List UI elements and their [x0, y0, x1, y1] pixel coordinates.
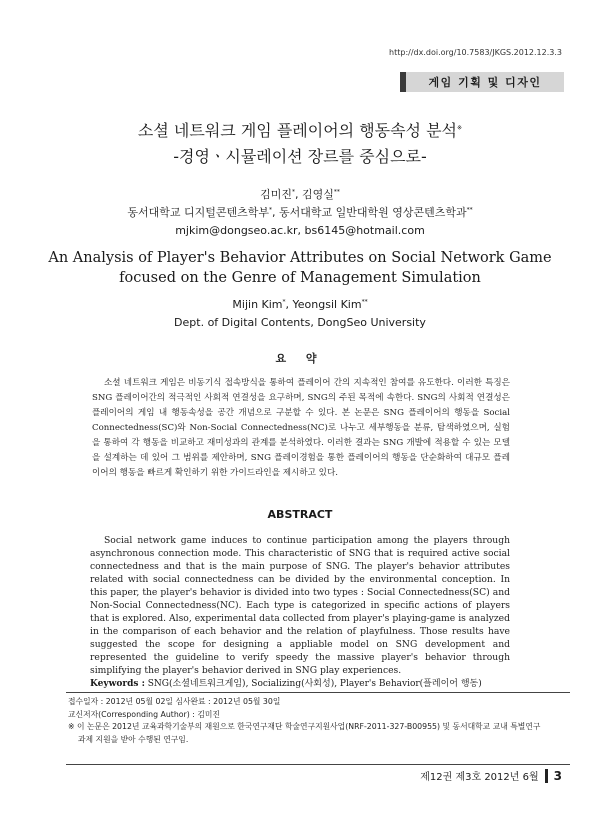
page-number: 3: [553, 768, 562, 783]
funding-note-cont: 과제 지원을 받아 수행된 연구임.: [78, 734, 189, 744]
english-affiliation: Dept. of Digital Contents, DongSeo University: [174, 316, 426, 329]
affiliation-1-mark: *: [269, 206, 272, 214]
summary-text: 소셜 네트워크 게임은 비동기식 접속방식을 통하여 플레이어 간의 지속적인 참여를 유도한다. 이러한 특징은 SNG 플레이어간의 적극적인 사회적 연결성을 요구하며, SNG의 주된 목적에 속한다. SNG의 사회적 연결성은 플레이어의 게임 내 행동속성을 공간 개념으로 구분할 수 있다. 본 논문은 SNG 플레이어의 행동을 Social Connectedness(SC)와 Non-Social Connectedness(NC)로 나누고 세부행동을 분류, 탐색하였으며, 실험을 통하여 각 행동을 비교하고 재미성과의 관계를 분석하였다. 이러한 결과는 SNG 개발에 적용할 수 있는 모델을 설계하는 데 있어 그 범위를 제안하며, SNG 플레이경험을 통한 플레이어의 행동을 단순화하여 대규모 플레이어의 행동을 빠르게 확인하기 위한 가이드라인을 제시하고 있다.: [92, 378, 510, 478]
english-author-1: Mijin Kim: [232, 298, 283, 311]
korean-affiliation-1: 동서대학교 디지털콘텐츠학부: [127, 206, 269, 219]
author-separator: ,: [295, 188, 302, 201]
keywords-label: Keywords :: [90, 679, 145, 689]
korean-affiliation-2: 동서대학교 일반대학원 영상콘텐츠학과: [279, 206, 467, 219]
author-2-mark: **: [333, 188, 340, 196]
korean-author-2: 김영실: [302, 188, 334, 201]
keywords-line: [90, 676, 482, 689]
issue-info: 제12권 제3호 2012년 6월: [420, 772, 539, 783]
funding-note: ※ 이 논문은 2012년 교육과학기술부의 재원으로 한국연구재단 학술연구지원사업(NRF-2011-327-B00955) 및 동서대학교 교내 특별연구: [68, 722, 541, 731]
english-title-line2: focused on the Genre of Management Simulation: [119, 270, 481, 286]
korean-subtitle: -경영ㆍ시뮬레이션 장르를 중심으로-: [173, 147, 427, 166]
footer-bar: [545, 769, 548, 783]
footer-divider: [66, 764, 570, 765]
keywords-values: SNG(소셜네트워크게임), Socializing(사회성), Player's Behavior(플레이어 행동): [147, 679, 482, 689]
en-author-1-mark: *: [282, 298, 286, 306]
received-date: 접수일자 : 2012년 05월 02일 심사완료 : 2012년 05월 30일: [68, 697, 281, 706]
affiliation-separator: ,: [272, 206, 279, 219]
page-footer: [420, 768, 562, 783]
summary-heading: 요 약: [275, 352, 325, 365]
corresponding-author: 교신저자(Corresponding Author) : 김미진: [68, 709, 220, 719]
en-author-2-mark: **: [361, 298, 368, 306]
author-emails: mjkim@dongseo.ac.kr, bs6145@hotmail.com: [175, 224, 425, 237]
doi-link[interactable]: http://dx.doi.org/10.7583/JKGS.2012.12.3.3: [389, 48, 562, 57]
english-title-line1: An Analysis of Player's Behavior Attributes on Social Network Game: [48, 250, 552, 266]
korean-title: [0, 118, 600, 170]
abstract-heading: ABSTRACT: [267, 508, 333, 521]
affiliation-2-mark: **: [466, 206, 473, 214]
korean-author-1: 김미진: [260, 188, 292, 201]
english-author-2: Yeongsil Kim: [292, 298, 362, 311]
abstract-text: Social network game induces to continue participation among the players through asynchronous connection mode. This characteristic of SNG that is required active social connectedness and that is the main purpose of SNG. The player's behavior attributes related with social connectedness can be divided by the environmental conception. In this paper, the player's behavior is divided into two types : Social Connectedness(SC) and Non-Social Connectedness(NC). Each type is categorized in specific actions of players that is explored. Also, experimental data collected from player's playing-game is analyzed in the comparison of each behavior and the relation of playfulness. Those results have suggested the scope for designing a appliable model on SNG development and represented the guideline to verify speedy the massive player's behavior through simplifying the player's behavior derived in SNG play experiences.: [90, 535, 510, 676]
title-footnote-mark: ※: [457, 124, 463, 132]
author-1-mark: *: [292, 188, 295, 196]
english-author-block: [0, 296, 600, 332]
footnotes: [68, 696, 568, 746]
notes-divider: [66, 692, 570, 693]
korean-author-block: [0, 186, 600, 240]
english-title: [0, 248, 600, 288]
en-author-separator: ,: [285, 298, 293, 311]
korean-title-line1: 소셜 네트워크 게임 플레이어의 행동속성 분석: [137, 121, 458, 140]
section-label: 게임 기획 및 디자인: [400, 72, 564, 92]
